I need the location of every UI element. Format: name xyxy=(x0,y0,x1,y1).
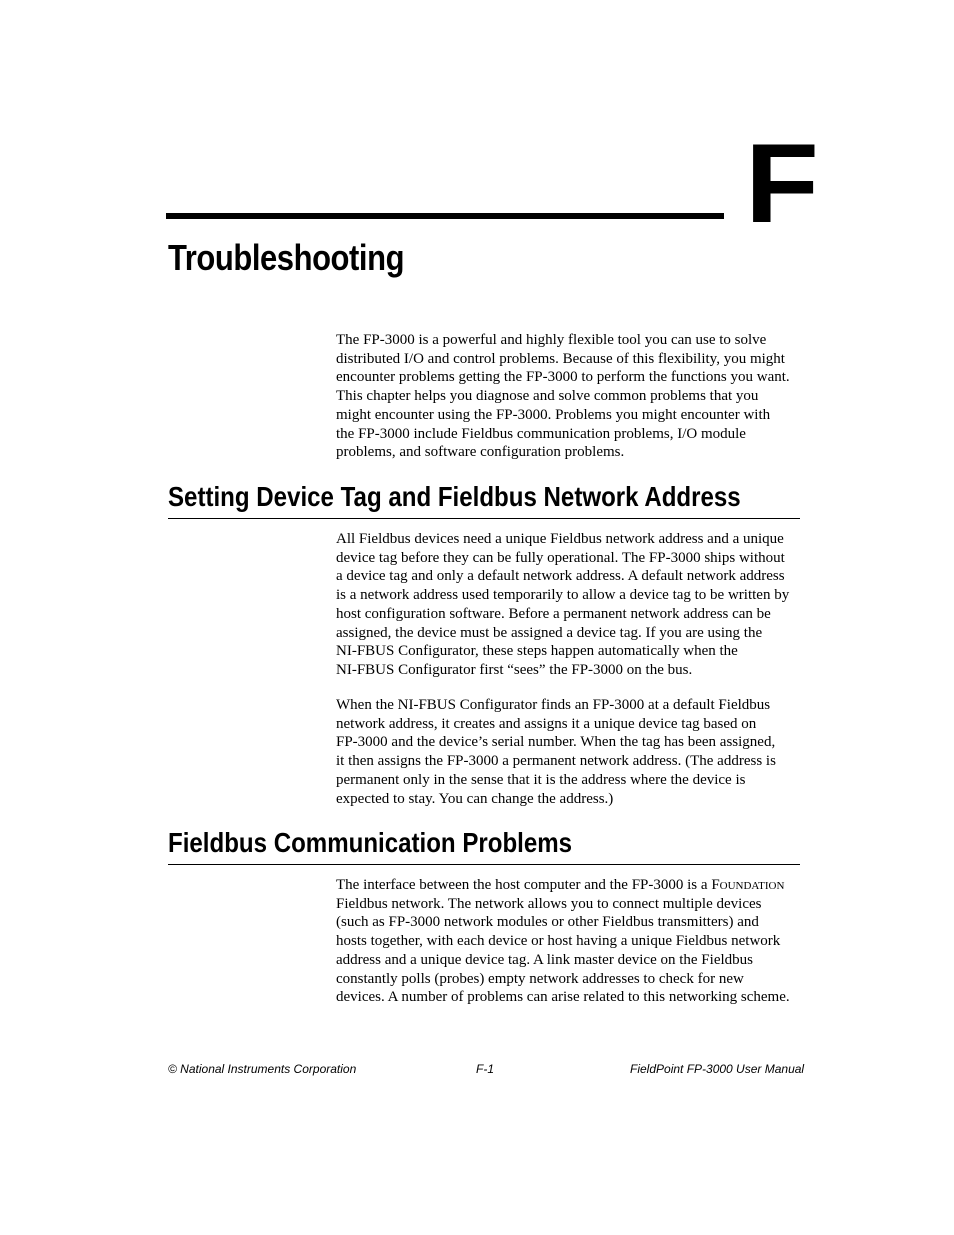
text-line: All Fieldbus devices need a unique Fieldbus network address and a unique xyxy=(336,531,784,547)
text-line: hosts together, with each device or host having a unique Fieldbus network xyxy=(336,933,781,950)
text-line: a device tag and only a default network address. A default network address xyxy=(336,568,785,585)
text-line: network address, it creates and assigns it a unique device tag based on xyxy=(336,715,757,732)
text-line: The FP-3000 is a powerful and highly flexible tool you can use to solve xyxy=(336,332,767,348)
text-line: Fieldbus network. The network allows you to connect multiple devices xyxy=(336,895,762,912)
section1-paragraph-2 xyxy=(336,696,802,808)
text-line: When the NI-FBUS Configurator finds an FP-3000 at a default Fieldbus xyxy=(336,697,771,713)
text-line: problems, and software configuration problems. xyxy=(336,444,625,461)
text-line: FP-3000 and the device’s serial number. When the tag has been assigned, xyxy=(336,734,776,751)
text-line: host configuration software. Before a permanent network address can be xyxy=(336,605,771,622)
section-heading-fieldbus-problems: Fieldbus Communication Problems xyxy=(168,827,573,858)
footer-manual-title: FieldPoint FP-3000 User Manual xyxy=(630,1062,805,1076)
text-line: devices. A number of problems can arise related to this networking scheme. xyxy=(336,989,790,1006)
chapter-letter: F xyxy=(745,121,819,246)
footer-page-number: F-1 xyxy=(476,1062,494,1076)
section-rule xyxy=(168,864,800,865)
text-line: assigned, the device must be assigned a device tag. If you are using the xyxy=(336,624,763,641)
text-line: permanent only in the sense that it is the address where the device is xyxy=(336,771,746,788)
intro-paragraph xyxy=(336,331,802,462)
text-line: it then assigns the FP-3000 a permanent network address. (The address is xyxy=(336,753,776,770)
section-heading-device-tag: Setting Device Tag and Fieldbus Network Address xyxy=(168,481,741,512)
text-line: address and a unique device tag. A link master device on the Fieldbus xyxy=(336,951,753,968)
text-line xyxy=(336,876,802,895)
section1-paragraph-1 xyxy=(336,530,802,680)
footer-copyright: © National Instruments Corporation xyxy=(168,1062,357,1076)
section-rule xyxy=(168,518,800,519)
text-line: distributed I/O and control problems. Because of this flexibility, you might xyxy=(336,350,785,367)
text-line: This chapter helps you diagnose and solve common problems that you xyxy=(336,388,759,405)
text-line: constantly polls (probes) empty network addresses to check for new xyxy=(336,970,744,987)
text-line: the FP-3000 include Fieldbus communication problems, I/O module xyxy=(336,425,746,442)
text-line: device tag before they can be fully operational. The FP-3000 ships without xyxy=(336,549,785,566)
text-fragment: The interface between the host computer and the FP-3000 is a xyxy=(336,877,712,893)
text-line: NI-FBUS Configurator, these steps happen automatically when the xyxy=(336,643,738,660)
foundation-smallcaps: Foundation xyxy=(711,877,785,893)
text-line: encounter problems getting the FP-3000 to perform the functions you want. xyxy=(336,369,790,386)
text-line: is a network address used temporarily to allow a device tag to be written by xyxy=(336,587,790,604)
chapter-title: Troubleshooting xyxy=(168,237,405,278)
text-line: expected to stay. You can change the address.) xyxy=(336,790,614,807)
text-line: NI-FBUS Configurator first “sees” the FP-3000 on the bus. xyxy=(336,661,693,678)
text-line: (such as FP-3000 network modules or other Fieldbus transmitters) and xyxy=(336,914,759,931)
section2-paragraph xyxy=(336,876,802,1007)
chapter-rule xyxy=(166,213,724,219)
text-line: might encounter using the FP-3000. Problems you might encounter with xyxy=(336,406,771,423)
